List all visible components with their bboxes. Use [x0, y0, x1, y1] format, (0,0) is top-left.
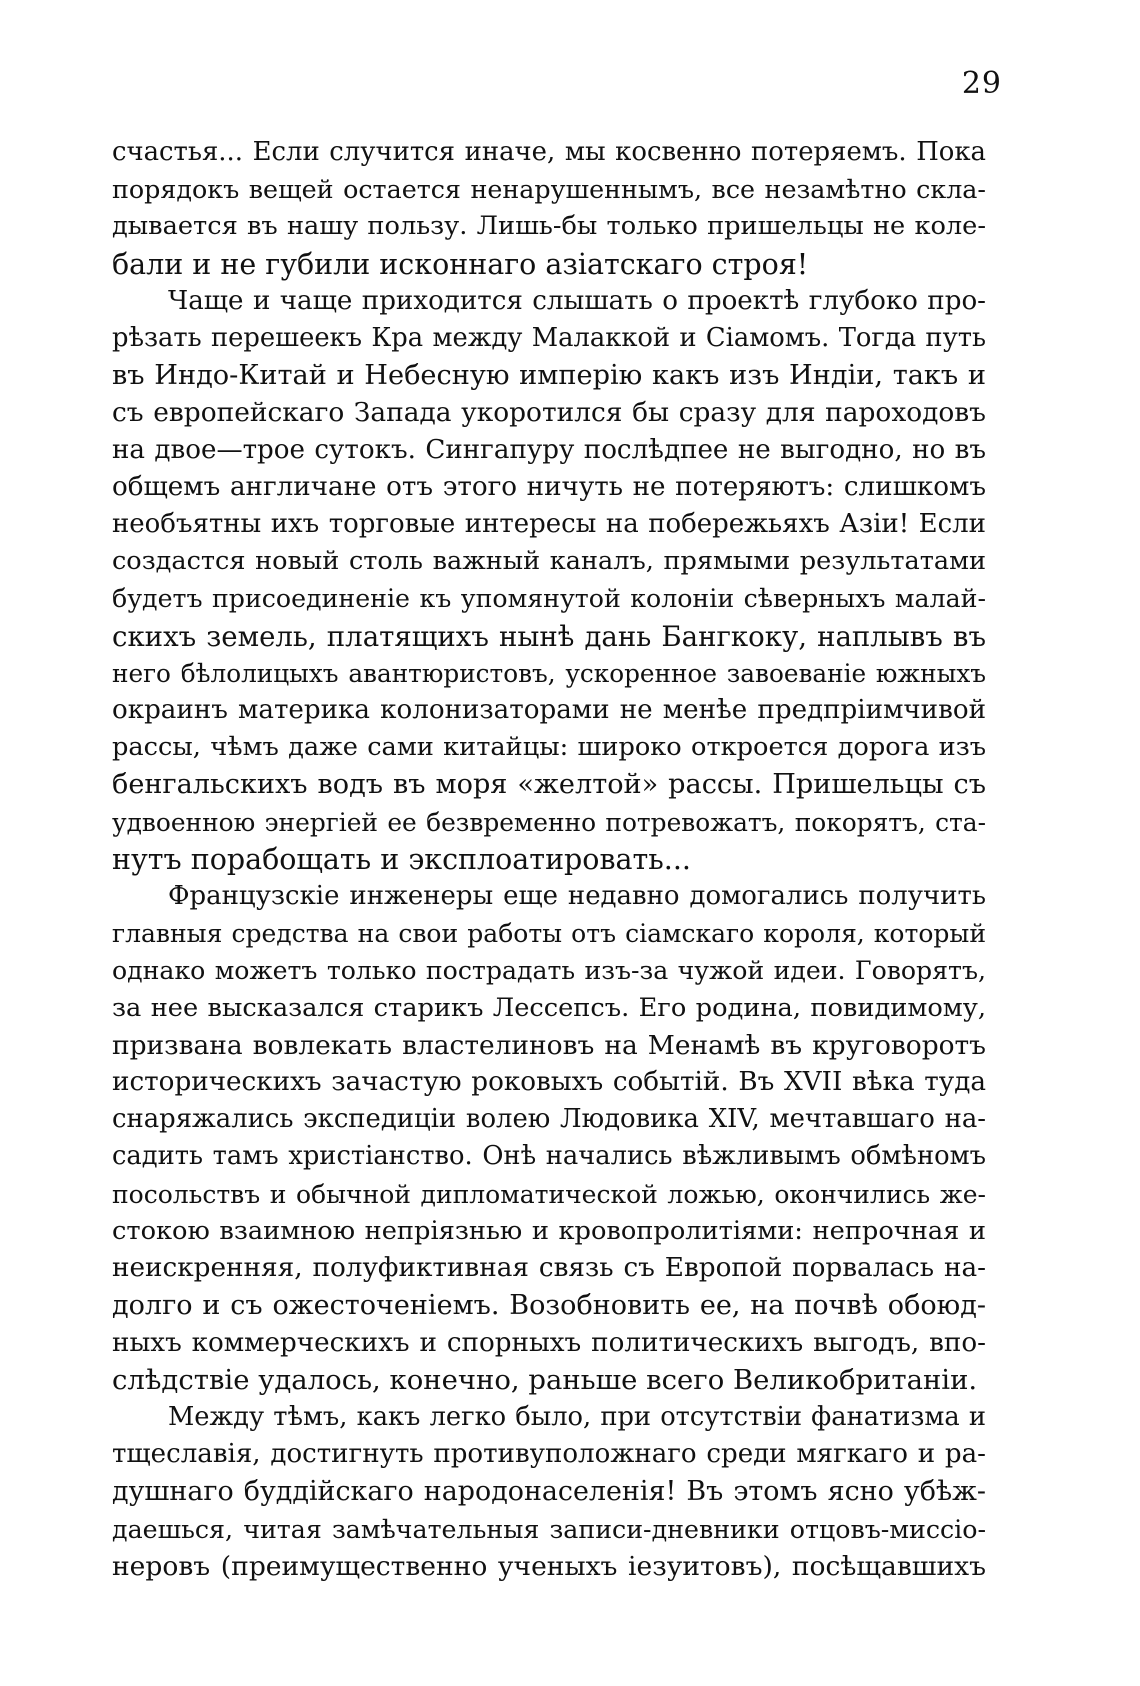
text-line: на двое—трое сутокъ. Сингапуру послѣдпее не выгодно, но въ: [112, 434, 986, 465]
text-line: Чаще и чаще приходится слышать о проектѣ глубоко про-: [168, 285, 986, 316]
text-line: снаряжались экспедиціи волею Людовика XIV, мечтавшаго на-: [112, 1104, 986, 1135]
text-line: необъятны ихъ торговые интересы на побережьяхъ Азіи! Если: [112, 509, 986, 540]
body-text: [112, 134, 986, 1585]
text-line: создастся новый столь важный каналъ, прямыми результатами: [112, 546, 986, 577]
text-line: него бѣлолицыхъ авантюристовъ, ускоренное завоеваніе южныхъ: [112, 658, 986, 688]
text-line: будетъ присоединеніе къ упомянутой колоніи сѣверныхъ малай-: [112, 584, 986, 614]
text-line: съ европейскаго Запада укоротился бы сразу для пароходовъ: [112, 397, 986, 429]
text-line: долго и съ ожесточеніемъ. Возобновить ее, на почвѣ обоюд-: [112, 1290, 986, 1322]
text-line: общемъ англичане отъ этого ничуть не потеряютъ: слишкомъ: [112, 471, 986, 502]
text-line: неискренняя, полуфиктивная связь съ Европой порвалась на-: [112, 1253, 986, 1284]
text-line: главныя средства на свои работы отъ сіамскаго короля, который: [112, 919, 986, 949]
text-line: въ Индо-Китай и Небесную имперію какъ изъ Индіи, такъ и: [112, 360, 986, 392]
text-line: призвана вовлекать властелиновъ на Менамѣ въ круговоротъ: [112, 1029, 986, 1061]
text-line: ныхъ коммерческихъ и спорныхъ политическихъ выгодъ, впо-: [112, 1327, 986, 1358]
text-line: удвоенною энергіей ее безвременно потревожатъ, покорятъ, ста-: [112, 807, 986, 837]
text-line: порядокъ вещей остается ненарушеннымъ, все незамѣтно скла-: [112, 174, 986, 205]
text-line: слѣдствіе удалось, конечно, раньше всего Великобританіи.: [112, 1363, 978, 1396]
text-line: скихъ земель, платящихъ нынѣ дань Бангкоку, наплывъ въ: [112, 619, 986, 653]
text-line: Французскіе инженеры еще недавно домогались получить: [168, 881, 986, 912]
text-line: душнаго буддійскаго народонаселенія! Въ этомъ ясно убѣж-: [112, 1476, 986, 1508]
text-line: садить тамъ христіанство. Онѣ начались вѣжливымъ обмѣномъ: [112, 1141, 986, 1172]
text-line: даешься, читая замѣчательныя записи-дневники отцовъ-миссіо-: [112, 1514, 986, 1544]
text-line: дывается въ нашу пользу. Лишь-бы только пришельцы не коле-: [112, 211, 986, 242]
text-line: однако можетъ только пострадать изъ-за чужой идеи. Говорятъ,: [112, 956, 986, 986]
text-line: историческихъ зачастую роковыхъ событій. Въ XVII вѣка туда: [112, 1067, 986, 1098]
text-line: счастья... Если случится иначе, мы косвенно потеряемъ. Пока: [112, 137, 986, 167]
text-line: посольствъ и обычной дипломатической ложью, окончились же-: [112, 1179, 986, 1209]
text-line: стокою взаимною непріязнью и кровопролитіями: непрочная и: [112, 1215, 986, 1246]
page-number: 29: [961, 66, 1002, 101]
text-line: Между тѣмъ, какъ легко было, при отсутствіи фанатизма и: [168, 1401, 986, 1432]
text-line: бали и не губили исконнаго азіатскаго строя!: [112, 247, 809, 281]
text-line: за нее высказался старикъ Лессепсъ. Его родина, повидимому,: [112, 992, 986, 1023]
text-line: нутъ порабощать и эксплоатировать...: [112, 842, 691, 876]
text-line: бенгальскихъ водъ въ моря «желтой» рассы. Пришельцы съ: [112, 769, 986, 801]
text-line: рассы, чѣмъ даже сами китайцы: широко откроется дорога изъ: [112, 732, 986, 763]
text-line: неровъ (преимущественно ученыхъ іезуитовъ), посѣщавшихъ: [112, 1550, 986, 1582]
text-line: окраинъ материка колонизаторами не менѣе предпріимчивой: [112, 695, 986, 726]
text-line: рѣзать перешеекъ Кра между Малаккой и Сіамомъ. Тогда путь: [112, 323, 986, 354]
text-line: тщеславія, достигнуть противуположнаго среди мягкаго и ра-: [112, 1439, 986, 1470]
